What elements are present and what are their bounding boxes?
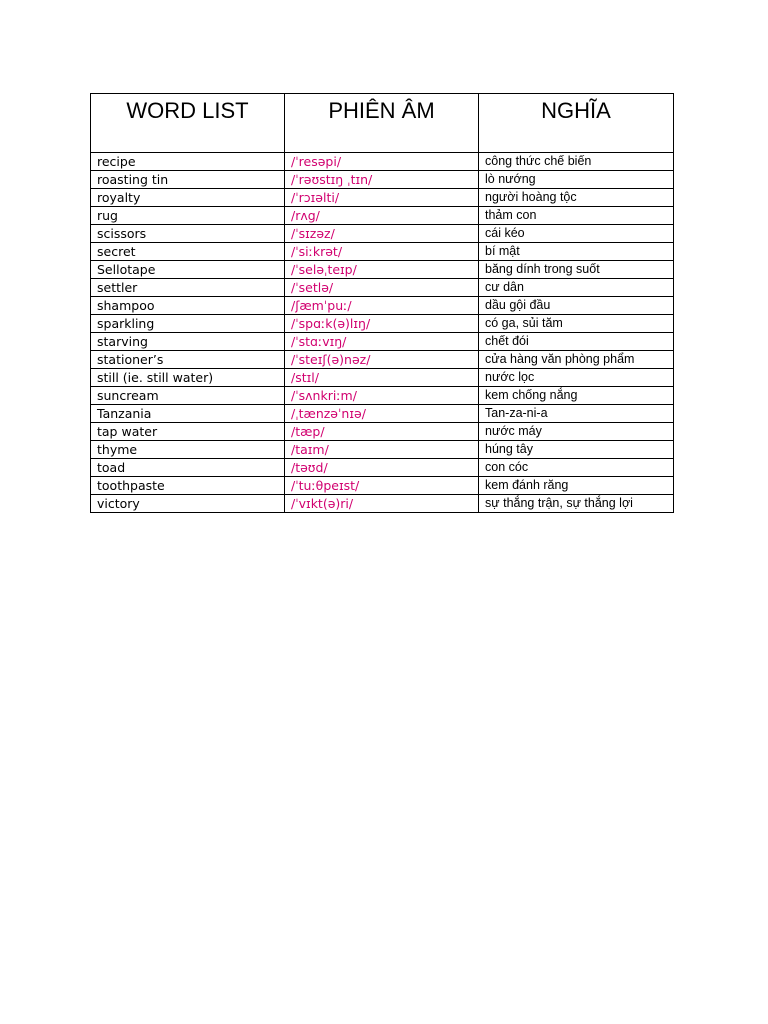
- meaning-cell: nước lọc: [479, 369, 674, 387]
- phonetic-cell: /ˈtuːθpeɪst/: [285, 477, 479, 495]
- meaning-cell: sự thắng trận, sự thắng lợi: [479, 495, 674, 513]
- phonetic-cell: /tæp/: [285, 423, 479, 441]
- word-cell: recipe: [91, 153, 285, 171]
- table-row: [91, 279, 674, 297]
- table-row: [91, 333, 674, 351]
- phonetic-cell: /ˈspɑːk(ə)lɪŋ/: [285, 315, 479, 333]
- table-row: [91, 243, 674, 261]
- word-cell: shampoo: [91, 297, 285, 315]
- phonetic-cell: /ˈseləˌteɪp/: [285, 261, 479, 279]
- phonetic-cell: /ˈsʌnkriːm/: [285, 387, 479, 405]
- phonetic-cell: /ʃæmˈpuː/: [285, 297, 479, 315]
- table-row: [91, 153, 674, 171]
- phonetic-cell: /ˌtænzəˈnɪə/: [285, 405, 479, 423]
- phonetic-cell: /ˈstɑːvɪŋ/: [285, 333, 479, 351]
- table-row: [91, 171, 674, 189]
- meaning-cell: cái kéo: [479, 225, 674, 243]
- table-row: [91, 207, 674, 225]
- meaning-cell: kem chống nắng: [479, 387, 674, 405]
- phonetic-cell: /təʊd/: [285, 459, 479, 477]
- meaning-cell: băng dính trong suốt: [479, 261, 674, 279]
- table-row: [91, 441, 674, 459]
- word-cell: roasting tin: [91, 171, 285, 189]
- table-row: [91, 225, 674, 243]
- table-row: [91, 423, 674, 441]
- phonetic-cell: /ˈsteɪʃ(ə)nəz/: [285, 351, 479, 369]
- meaning-cell: húng tây: [479, 441, 674, 459]
- table-row: [91, 297, 674, 315]
- header-phonetic: PHIÊN ÂM: [285, 94, 479, 153]
- word-cell: Tanzania: [91, 405, 285, 423]
- word-cell: settler: [91, 279, 285, 297]
- phonetic-cell: /rʌg/: [285, 207, 479, 225]
- phonetic-cell: /ˈsetlə/: [285, 279, 479, 297]
- meaning-cell: cửa hàng văn phòng phẩm: [479, 351, 674, 369]
- word-cell: stationer’s: [91, 351, 285, 369]
- word-cell: toothpaste: [91, 477, 285, 495]
- phonetic-cell: /ˈsɪzəz/: [285, 225, 479, 243]
- word-cell: toad: [91, 459, 285, 477]
- meaning-cell: chết đói: [479, 333, 674, 351]
- header-meaning: NGHĨA: [479, 94, 674, 153]
- word-cell: thyme: [91, 441, 285, 459]
- table-row: [91, 351, 674, 369]
- table-row: [91, 495, 674, 513]
- phonetic-cell: /ˈrɔɪəlti/: [285, 189, 479, 207]
- word-cell: tap water: [91, 423, 285, 441]
- table-row: [91, 369, 674, 387]
- word-cell: suncream: [91, 387, 285, 405]
- meaning-cell: Tan-za-ni-a: [479, 405, 674, 423]
- phonetic-cell: /taɪm/: [285, 441, 479, 459]
- meaning-cell: bí mật: [479, 243, 674, 261]
- table-header: [91, 94, 674, 153]
- table-row: [91, 405, 674, 423]
- word-cell: secret: [91, 243, 285, 261]
- word-cell: royalty: [91, 189, 285, 207]
- meaning-cell: lò nướng: [479, 171, 674, 189]
- table-row: [91, 189, 674, 207]
- phonetic-cell: /ˈresəpi/: [285, 153, 479, 171]
- phonetic-cell: /stɪl/: [285, 369, 479, 387]
- table-row: [91, 261, 674, 279]
- meaning-cell: công thức chế biến: [479, 153, 674, 171]
- meaning-cell: kem đánh răng: [479, 477, 674, 495]
- word-cell: victory: [91, 495, 285, 513]
- word-cell: sparkling: [91, 315, 285, 333]
- table-row: [91, 315, 674, 333]
- word-cell: Sellotape: [91, 261, 285, 279]
- phonetic-cell: /ˈrəʊstɪŋ ˌtɪn/: [285, 171, 479, 189]
- word-cell: rug: [91, 207, 285, 225]
- meaning-cell: dầu gội đầu: [479, 297, 674, 315]
- header-row: [91, 94, 674, 153]
- meaning-cell: người hoàng tộc: [479, 189, 674, 207]
- table-row: [91, 477, 674, 495]
- word-list-table: [90, 93, 674, 513]
- meaning-cell: có ga, sủi tăm: [479, 315, 674, 333]
- word-cell: starving: [91, 333, 285, 351]
- meaning-cell: cư dân: [479, 279, 674, 297]
- meaning-cell: thảm con: [479, 207, 674, 225]
- word-cell: scissors: [91, 225, 285, 243]
- table-body: [91, 153, 674, 513]
- word-cell: still (ie. still water): [91, 369, 285, 387]
- meaning-cell: con cóc: [479, 459, 674, 477]
- phonetic-cell: /ˈsiːkrət/: [285, 243, 479, 261]
- header-word-list: WORD LIST: [91, 94, 285, 153]
- phonetic-cell: /ˈvɪkt(ə)ri/: [285, 495, 479, 513]
- table-row: [91, 387, 674, 405]
- table-row: [91, 459, 674, 477]
- meaning-cell: nước máy: [479, 423, 674, 441]
